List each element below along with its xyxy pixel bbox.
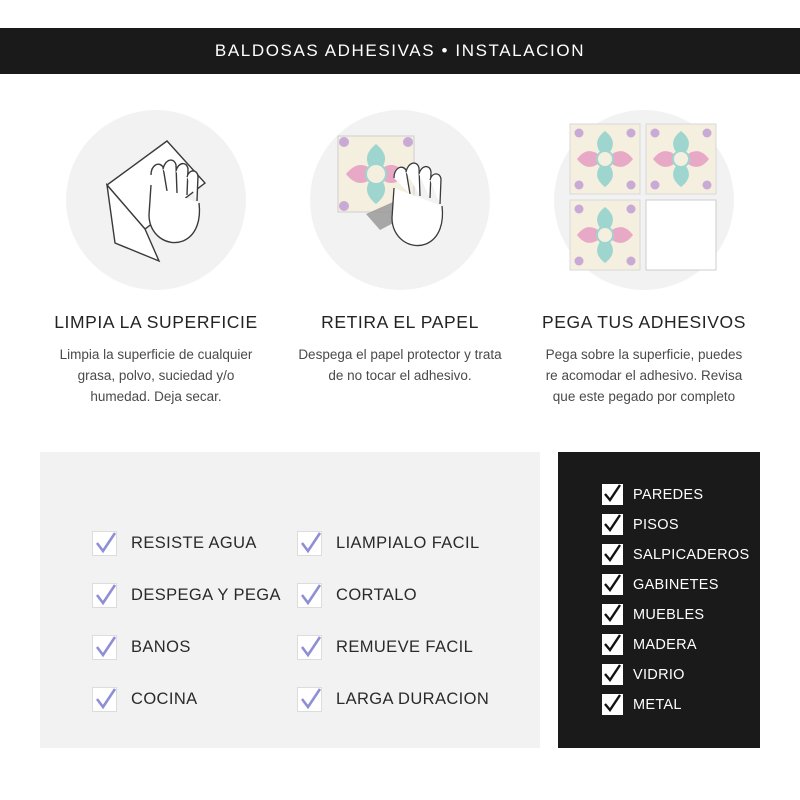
step-1 — [40, 110, 272, 408]
feature-item[interactable] — [297, 674, 512, 724]
surface-label: MUEBLES — [633, 606, 705, 623]
surface-label: VIDRIO — [633, 666, 685, 683]
checkbox-checked-icon[interactable] — [602, 514, 623, 535]
surface-label: PISOS — [633, 516, 679, 533]
checkbox-checked-icon[interactable] — [297, 635, 322, 660]
step-2-illustration — [310, 110, 490, 290]
checkbox-checked-icon[interactable] — [297, 531, 322, 556]
feature-item[interactable] — [92, 570, 297, 620]
steps-row — [40, 110, 760, 408]
feature-item[interactable] — [92, 674, 297, 724]
checkbox-checked-icon[interactable] — [92, 687, 117, 712]
feature-label: DESPEGA Y PEGA — [131, 585, 281, 604]
checkbox-checked-icon[interactable] — [602, 604, 623, 625]
surface-label: MADERA — [633, 636, 697, 653]
feature-item[interactable] — [297, 518, 512, 568]
surface-item[interactable] — [602, 694, 749, 715]
checkbox-checked-icon[interactable] — [602, 694, 623, 715]
feature-label: COCINA — [131, 689, 198, 708]
checkbox-checked-icon[interactable] — [602, 484, 623, 505]
surfaces-panel — [558, 452, 760, 748]
feature-label: LARGA DURACION — [336, 689, 490, 708]
checkbox-checked-icon[interactable] — [297, 687, 322, 712]
step-3-illustration — [554, 110, 734, 290]
checkbox-checked-icon[interactable] — [602, 664, 623, 685]
surface-item[interactable] — [602, 484, 749, 505]
hand-peeling-tile-icon — [320, 118, 480, 283]
step-3-desc: Pega sobre la superficie, puedes re acomodar el adhesivo. Revisa que este pegado por completo — [545, 347, 743, 404]
feature-label: BANOS — [131, 637, 191, 656]
surface-item[interactable] — [602, 574, 749, 595]
checkbox-checked-icon[interactable] — [602, 634, 623, 655]
step-2-desc: Despega el papel protector y trata de no tocar el adhesivo. — [298, 347, 502, 383]
feature-item[interactable] — [92, 622, 297, 672]
checkbox-checked-icon[interactable] — [92, 531, 117, 556]
step-1-desc: Limpia la superficie de cualquier grasa, polvo, suciedad y/o humedad. Deja secar. — [59, 347, 253, 404]
step-2-title: RETIRA EL PAPEL — [321, 312, 479, 332]
surface-item[interactable] — [602, 514, 749, 535]
features-panel — [40, 452, 540, 748]
surface-label: SALPICADEROS — [633, 546, 750, 563]
surface-item[interactable] — [602, 544, 749, 565]
checkbox-checked-icon[interactable] — [602, 574, 623, 595]
surfaces-list — [602, 484, 749, 715]
step-1-illustration — [66, 110, 246, 290]
step-2 — [284, 110, 516, 408]
checkbox-checked-icon[interactable] — [92, 583, 117, 608]
step-3-title: PEGA TUS ADHESIVOS — [541, 312, 747, 332]
step-1-title: LIMPIA LA SUPERFICIE — [54, 312, 258, 332]
checkbox-checked-icon[interactable] — [92, 635, 117, 660]
feature-label: CORTALO — [336, 585, 418, 604]
feature-item[interactable] — [297, 570, 512, 620]
surface-label: GABINETES — [633, 576, 719, 593]
hand-wiping-cloth-icon — [81, 123, 231, 278]
checkbox-checked-icon[interactable] — [297, 583, 322, 608]
surface-label: PAREDES — [633, 486, 704, 503]
feature-item[interactable] — [297, 622, 512, 672]
surface-item[interactable] — [602, 664, 749, 685]
surface-label: METAL — [633, 696, 682, 713]
four-tiles-grid-icon — [564, 118, 724, 283]
feature-label: REMUEVE FACIL — [336, 637, 474, 656]
step-3 — [528, 110, 760, 408]
features-grid — [92, 518, 512, 724]
surface-item[interactable] — [602, 634, 749, 655]
page-title: BALDOSAS ADHESIVAS • INSTALACION — [214, 41, 586, 60]
surface-item[interactable] — [602, 604, 749, 625]
feature-label: LIAMPIALO FACIL — [336, 533, 480, 552]
feature-label: RESISTE AGUA — [131, 533, 257, 552]
checkbox-checked-icon[interactable] — [602, 544, 623, 565]
feature-item[interactable] — [92, 518, 297, 568]
